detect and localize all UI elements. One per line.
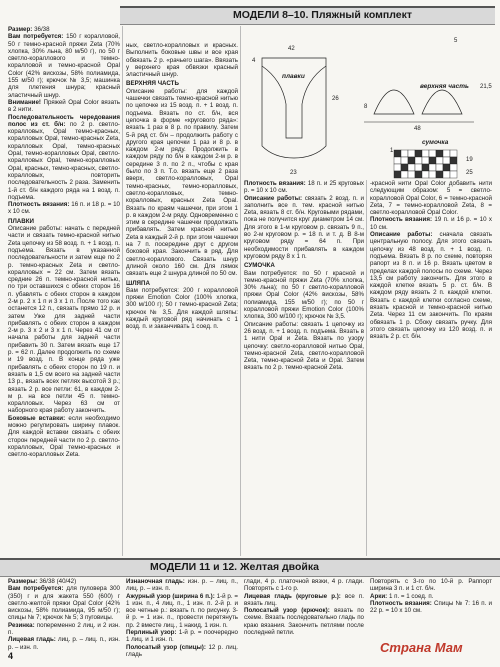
text-column-3 bbox=[244, 180, 364, 556]
section-header bbox=[120, 6, 495, 25]
column-divider bbox=[122, 26, 123, 556]
stripe-label: Полосатый узор (спицы): bbox=[126, 643, 206, 651]
bag-diagram-label: сумочка bbox=[422, 139, 449, 146]
chart-cell bbox=[408, 150, 415, 157]
b-materials-text: для пуловера 300 (350) г и для жакета 550 (600) г светло-желтой пряжи Opal Color (42% вискозы, 58% полиамида, 95 м/50 г); спицы № 7; крючок № 5; 3 пуговицы. bbox=[8, 585, 120, 622]
dim-5: 5 bbox=[454, 38, 458, 44]
bag-density-text: 19 п. и 16 р. = 10 х 10 см. bbox=[370, 216, 492, 231]
chart-cell bbox=[436, 150, 443, 157]
chart-cell bbox=[429, 150, 436, 157]
chart-cell bbox=[422, 150, 429, 157]
bag-schematic bbox=[390, 139, 473, 178]
top-diagram-label: верхняя часть bbox=[420, 83, 469, 90]
chart-cell bbox=[429, 157, 436, 164]
sequence-text: по 2 р. светло-коралловых, Opal темно-красных, коралловых Opal, темно-красных Zeta, коралловых Opal, темно-красных Opal, темно-коралловых Opal, светло-коралловых Opal, темно-коралловых Opal, красных, темно-красных, светло-коралловых, повторить последовательность 2 раза. Заменить 1-й ст. б/н каждого ряда на 1 возд. п. подъема. bbox=[8, 120, 120, 201]
bottom-column-3 bbox=[244, 578, 364, 658]
attention-text: Пряжей Opal Color вязать в 2 нити. bbox=[8, 98, 120, 114]
lace-text: 1-й р. = 1 изн. п., 4 лиц. п., 1 изн. п. 2-й р. и все четные р.: вязать п. по рисунку. 3-й р. = 1 изн. п., провести перетянуть пр. 2 вместе лиц., 1 накид, 1 изн. п. bbox=[126, 592, 238, 629]
col4-intro: -красной нити Opal Color добавить нити следующим образом: 5 = светло-коралловой Opal Color, 6 = темно-красной Zeta, 7 = темно-коралловой Zeta, 8 = светло-коралловой Opal Color. bbox=[370, 180, 492, 217]
size-label: Размер: bbox=[8, 26, 33, 33]
chart-cell bbox=[436, 157, 443, 164]
chart-cell bbox=[401, 157, 408, 164]
text-column-4 bbox=[370, 180, 492, 556]
section-title-2: МОДЕЛИ 11 и 12. Желтая двойка bbox=[150, 561, 319, 573]
dim-26: 26 bbox=[332, 96, 339, 102]
chart-cell bbox=[443, 150, 450, 157]
chart-cell bbox=[436, 171, 443, 178]
b3-text: глади, 4 р. платочной вязки, 4 р. глади. Повторять с 1-го р. bbox=[244, 578, 364, 593]
arch-label: Арки: bbox=[370, 592, 388, 600]
materials-text: 150 г коралловой, 50 г темно-красной пряжи Zeta (70% хлопка, 30% льна, 80 м/50 г), по 50 г светло-кораллового и темно-коралловой и темно-красной Opal Color (42% вискозы, 58% полиамида, 155 м/50 г); крючок № 3,5; машинка для плетения шнура; красный эластичный шнур. bbox=[8, 33, 120, 99]
hat-text: Вам потребуется: 200 г коралловой пряжи Emotion Color (100% хлопка, 300 м/100 г); 50 г темно-красной Zeta; крючок № 3,5. Для каждой шляпы: каждый круговой ряд начинать с 1 возд. п. и заканчивать 1 соед. п. bbox=[126, 286, 238, 331]
dim-19: 19 bbox=[466, 157, 473, 163]
bag-materials: Вам потребуется: по 50 г красной и темно-красной пряжи Zeta (70% хлопка, 30% льна); по 50 г светло-коралловой пряжи Opal Color (42% вискозы, 58% полиамида, 155 м/50 г); по 50 г коралловой пряжи Emotion Color (100% хлопка, 300 м/100 г); крючок № 3,5. bbox=[244, 269, 364, 321]
chart-cell bbox=[401, 150, 408, 157]
hat-density-label: Плотность вязания: bbox=[244, 180, 306, 187]
hat-desc-text: связать 2 возд. п. и заполнить все п. тем. красной нитью Zeta, вязать 8 ст. б/н. Круговыми рядами, пока не получится круг диаметром 14 см. Для этого в 1-м круговом р. связать 9 п., во 2-м круговом р. = 18 п. и т. д. В 8-м круговом ряду = 64 п. При необходимости прибавлять в каждом круговом ряду 8 х 1 п. bbox=[244, 194, 364, 260]
reverse-label: Изнаночная гладь: bbox=[126, 578, 185, 585]
round-text: все п. вязать лиц. bbox=[244, 592, 364, 607]
dim-25: 25 bbox=[466, 170, 473, 176]
top-text: Описание работы: для каждой чашечки связать темно-красной нитью по цепочке из 15 возд. п. + 1 возд. п. подъема. Вязать по ст. б/н, вся цепочка в форме «кругового ряда»: вязать 1 раз в 8 р. по правилу. Затем 5-й ряд ст. б/н – продолжить работу с другого края цепочки 1 раз и 8 р. в каждом 2-м ряду. Продолжить в каждом ряду по б/н в каждом 2-м р. в середине 3 п. по 2 п., чтобы с края было по 3 п. Т.о. вязать еще 2 раза вверх, светло-коралловых, Opal темно-красных, темно-коралловых, светло-коралловых, темно-коралловых, красных Zeta Opal. Вязать по краям чашечки, при этом 1 р. в каждом 2-м ряду. Одновременно с этим в середине чашечки продолжать прибавлять. Затем красной нитью Zeta в каждый 2-й р. при этом чашечки на 7 п. посередине друг с другом боковой края. Закончить в ряд. Для светло-кораллового. Связать шнур длиной около 160 см. Для лямок связать еще 2 шнура длиной по 50 см. bbox=[126, 87, 238, 278]
dim-1: 1 bbox=[390, 148, 394, 154]
chart-cell bbox=[394, 171, 401, 178]
chart-cell bbox=[394, 164, 401, 171]
hat-density-text: 18 п. и 25 круговых р. = 10 х 10 см. bbox=[244, 180, 364, 195]
section-title: МОДЕЛИ 8–10. Пляжный комплект bbox=[233, 9, 413, 21]
stockinette-text: лиц. р. – лиц. п., изн. р. – изн. п. bbox=[8, 636, 120, 651]
chart-cell bbox=[450, 164, 457, 171]
b4-text: Повторять с 3-го по 10-й р. Раппорт ширина 3 п. и 1 ст. б/н. bbox=[370, 578, 492, 593]
pattern-schematics bbox=[244, 26, 494, 180]
chart-cell bbox=[422, 164, 429, 171]
chart-cell bbox=[394, 157, 401, 164]
bag-heading: СУМОЧКА bbox=[244, 262, 275, 270]
seed-text: 1-й р. = поочередно 1 лиц. и 1 изн. п. bbox=[126, 629, 238, 644]
chart-cell bbox=[408, 164, 415, 171]
rib-text: попеременно 2 лиц. и 2 изн. п. bbox=[8, 621, 120, 637]
side-inserts-text: если необходимо можно регулировать ширину плавок. Для каждой вставки связать с обеих сторон передней части по 2 р. светло-коралловых, Opal темно-красных и светло-коралловых Zeta. bbox=[8, 414, 120, 459]
chart-cell bbox=[408, 157, 415, 164]
bag-work-label: Описание работы: bbox=[370, 231, 433, 239]
section-header-2 bbox=[0, 558, 500, 577]
b-density-label: Плотность вязания: bbox=[370, 599, 432, 607]
size-value: 36/38 bbox=[32, 26, 50, 33]
crochet-stripe-text: вязать по схеме. Вязать последовательно гладь по краю вязания. Закончить петлями после последней петли. bbox=[244, 607, 364, 637]
plavki-schematic bbox=[252, 46, 339, 176]
chart-cell bbox=[429, 164, 436, 171]
text-column-1 bbox=[8, 26, 120, 556]
chart-cell bbox=[422, 171, 429, 178]
bottom-column-2 bbox=[126, 578, 238, 658]
chart-cell bbox=[450, 157, 457, 164]
b-size-value: 36/38 (40/42) bbox=[37, 578, 77, 585]
side-inserts-label: Боковые вставки: bbox=[8, 414, 66, 422]
chart-cell bbox=[422, 157, 429, 164]
hat-heading: ШЛЯПА bbox=[126, 279, 150, 287]
chart-cell bbox=[401, 164, 408, 171]
b-materials-label: Вам потребуется: bbox=[8, 585, 64, 593]
reverse-text: изн. р. – лиц. п., лиц. р. – изн. п. bbox=[126, 578, 238, 593]
round-label: Лицевая гладь (круговые р.): bbox=[244, 592, 341, 600]
arch-text: 1 п. = 1 соед. п. bbox=[387, 592, 434, 600]
chart-cell bbox=[443, 157, 450, 164]
chart-cell bbox=[443, 171, 450, 178]
top-schematic bbox=[364, 38, 492, 132]
plavki-text: Описание работы: начать с передней части и связать темно-красной нитью Zeta цепочку из 58 возд. п. + 1 возд. п. подъема. Вязать в указанной последовательности и затем еще по 2 р. темно-красных Zeta и светло-коралловых = 22 см. Затем вязать средние 26 п. темно-красной нитью, по три оставшихся с обеих сторон 16 п. убавлять с обеих сторон в каждом 2-м р. 2 х 1 п и 3 х 1 п. После того как останется 12 п., связать прямо 12 р. и затем Уже для задней части прибавлять с обеих сторон в каждом 2-м р. 3 х 2 и 3 х 1 п. Через 41 см от начала работы для задней части прибавить 30 п. Затем вязать еще 17 р. = 62 п. Далее продолжить по схеме и 19 возд. п. В конце ряда уже прибавлять с обеих сторон по 19 п. и вязать в 1,5 см всего на задней части 13 р., вязать всех петлях высотой 3 р.; вязать 2 р. все петли: 61, в каждом 2-м р. на все петли 45 п. темно-коралловых. Через 63 см от наборного края работу закончить. bbox=[8, 225, 120, 415]
dim-42: 42 bbox=[288, 46, 295, 52]
dim-8: 8 bbox=[364, 104, 368, 110]
col2-intro: ных, светло-коралловых и красных. Выполнить боковые швы и все края обвязать 2 р. «рачьего шага». Ввязать у верхнего края обвязки красный эластичный шнур. bbox=[126, 42, 238, 79]
b-size-label: Размеры: bbox=[8, 578, 38, 585]
chart-cell bbox=[450, 150, 457, 157]
chart-cell bbox=[415, 150, 422, 157]
rib-label: Резинка: bbox=[8, 621, 35, 629]
chart-cell bbox=[401, 171, 408, 178]
dim-23: 23 bbox=[290, 170, 297, 176]
chart-cell bbox=[436, 164, 443, 171]
column-divider bbox=[366, 180, 367, 556]
crochet-stripe-label: Полосатый узор (крючок): bbox=[244, 607, 330, 615]
text-column-2 bbox=[126, 42, 238, 556]
chart-cell bbox=[429, 171, 436, 178]
bag-chart-grid bbox=[394, 150, 457, 178]
column-divider bbox=[240, 26, 241, 556]
chart-cell bbox=[450, 171, 457, 178]
dim-4: 4 bbox=[252, 58, 256, 64]
sequence-label: Последовательность чередования полос из ст. б/н: bbox=[8, 113, 120, 128]
page-number: 4 bbox=[8, 651, 14, 661]
chart-cell bbox=[415, 171, 422, 178]
chart-cell bbox=[443, 164, 450, 171]
chart-cell bbox=[415, 157, 422, 164]
bag-desc: Описание работы: связать 1 цепочку из 26 возд. п. + 1 возд. п. подъема. Вязать в 1 нити Opal и Zeta. Вязать по узору цепочку: светло-коралловой нитью Opal, темно-красной Zeta, светло-коралловой Zeta, темно-красной Zeta и Opal. Затем вязать по 2 р. темно-красной Zeta. bbox=[244, 320, 364, 372]
stockinette-label: Лицевая гладь: bbox=[8, 636, 56, 644]
seed-label: Перлиный узор: bbox=[126, 629, 177, 637]
dim-21-5: 21,5 bbox=[480, 84, 492, 90]
plavki-diagram-label: плавки bbox=[282, 73, 305, 80]
stripe-text: 12 р. лиц. гладь bbox=[126, 643, 238, 658]
chart-cell bbox=[394, 150, 401, 157]
hat-desc-label: Описание работы: bbox=[244, 194, 303, 202]
lace-label: Ажурный узор (ширина 6 п.): bbox=[126, 592, 215, 600]
attention-label: Внимание! bbox=[8, 98, 41, 106]
watermark: Страна Мам bbox=[380, 640, 463, 655]
dim-48: 48 bbox=[414, 126, 421, 132]
chart-cell bbox=[415, 164, 422, 171]
bag-density-label: Плотность вязания: bbox=[370, 216, 433, 224]
top-heading: ВЕРХНЯЯ ЧАСТЬ bbox=[126, 80, 179, 88]
bottom-column-1 bbox=[8, 578, 120, 658]
bag-work-text: сначала связать центральную полосу. Для этого связать цепочку из 48 возд. п. + 1 возд. п. подъема. Вязать 8 р. по схеме, повторяя рапорт из 8 п. и 16 р. Вязать цветом в пределах каждой полосы по схеме. Через 13,5 см работу закончить. Для этого в каждой клетке вязать 5 р. ст. б/н. В каждом ряду вязать 2 п. каждой клетки. Вязать с каждой клетки согласно схеме, вязать красной и темно-красной нитью Zeta. Через 11 см закончить. По краям обвязать 1 р. Сбоку связать ручку. Для этого связать цепочку из 120 возд. п. и вязать 2 р. ст. б/н. bbox=[370, 231, 492, 341]
chart-cell bbox=[408, 171, 415, 178]
materials-label: Вам потребуется: bbox=[8, 33, 64, 41]
b-density-text: Спицы № 7: 16 п. и 22 р. = 10 х 10 см. bbox=[370, 599, 492, 615]
density-text: 16 п. и 18 р. = 10 х 10 см. bbox=[8, 201, 120, 216]
density-label: Плотность вязания: bbox=[8, 201, 70, 209]
plavki-heading: ПЛАВКИ bbox=[8, 217, 34, 225]
